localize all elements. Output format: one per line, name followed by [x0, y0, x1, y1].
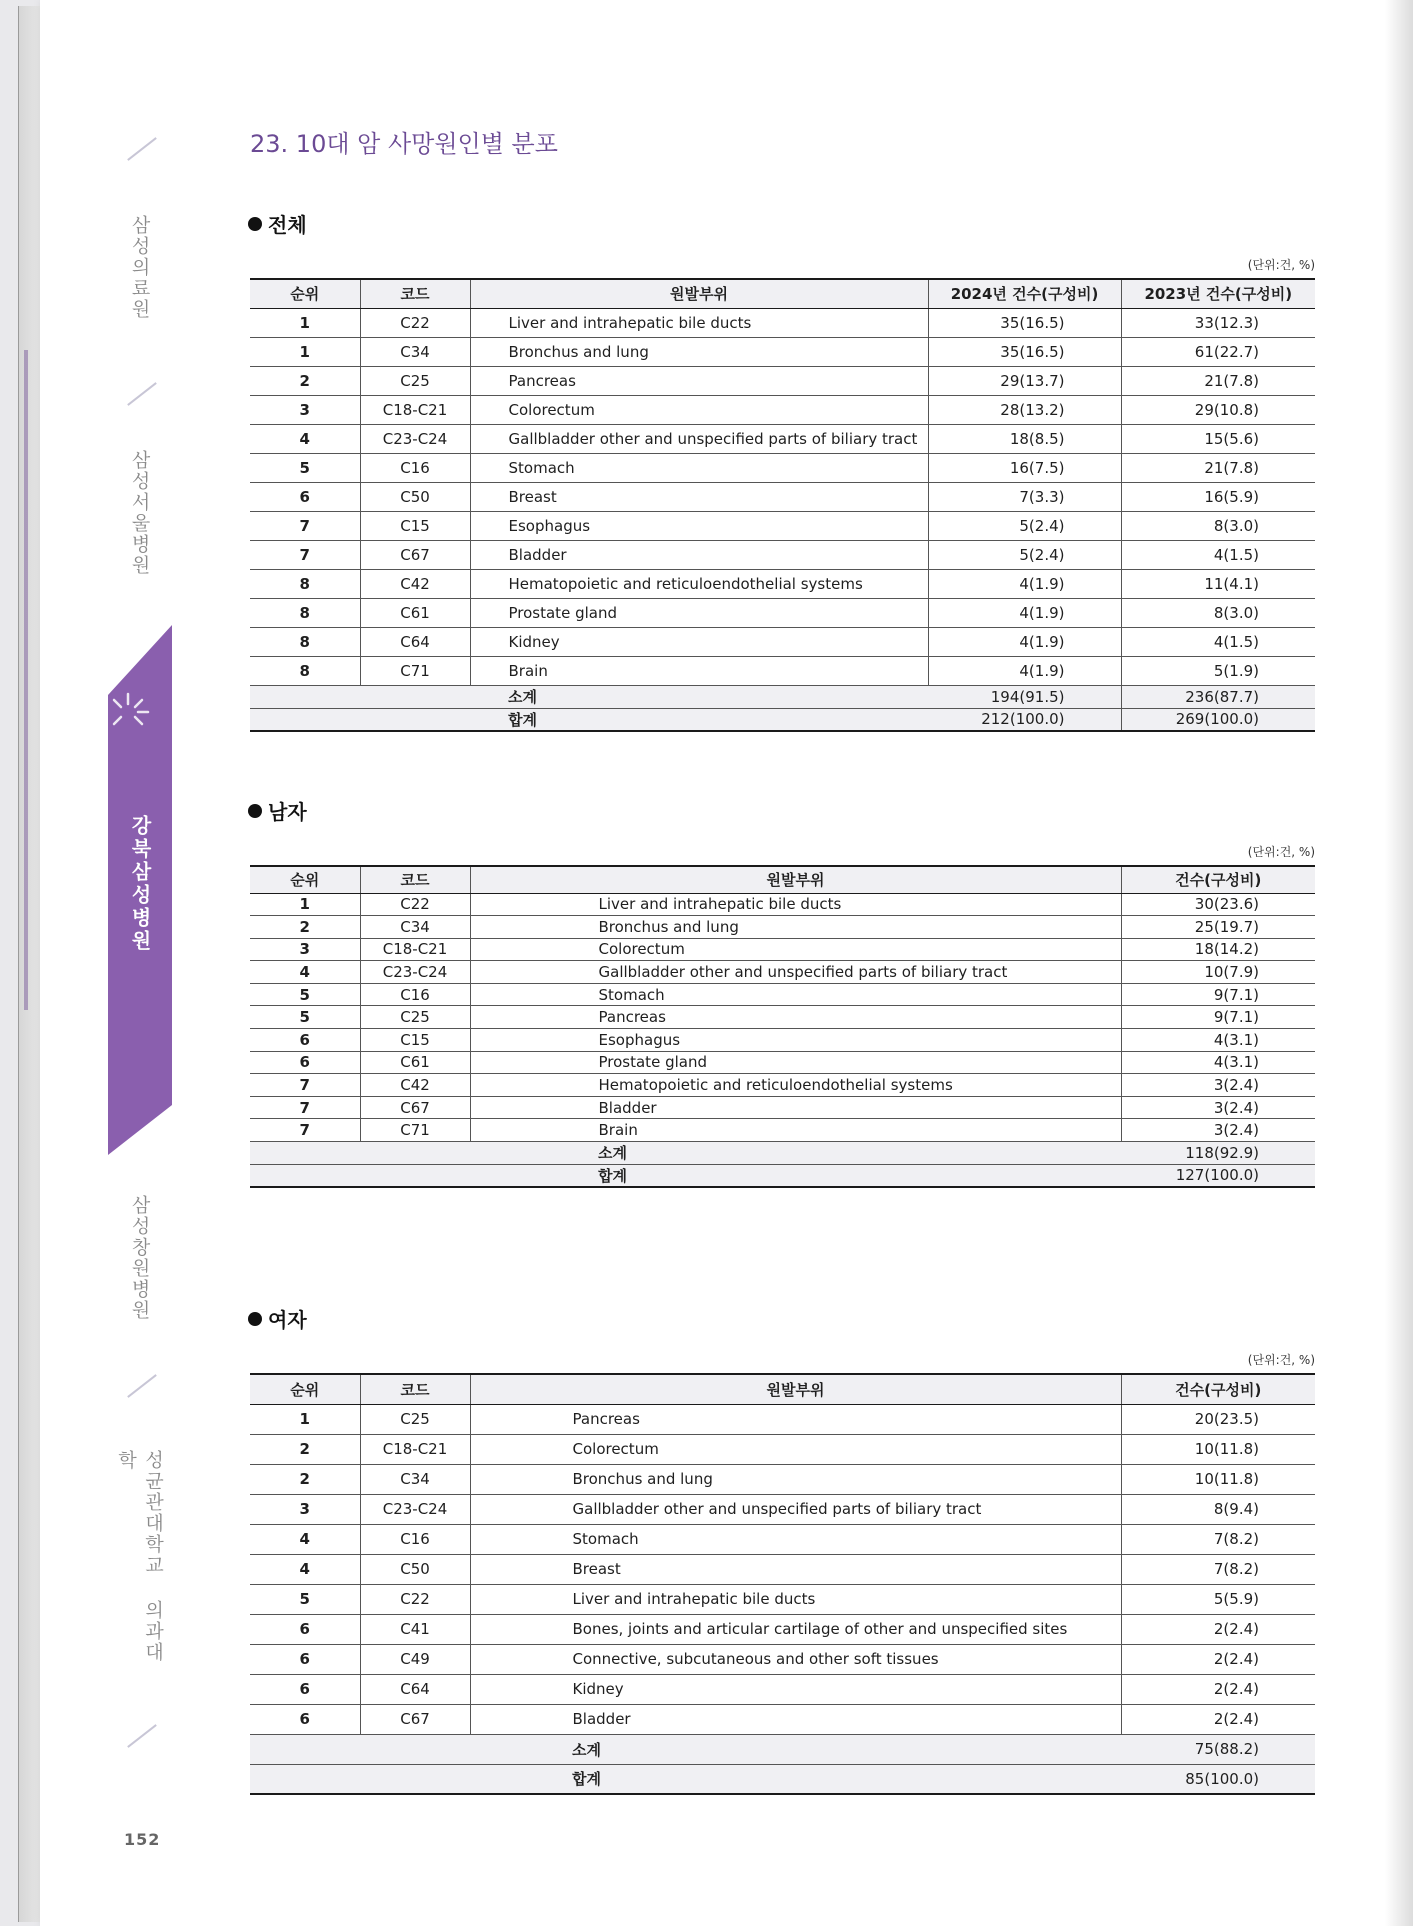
table-row [250, 1006, 1315, 1029]
cell-rank: 8 [250, 656, 360, 685]
cell-code: C64 [360, 627, 470, 656]
cell-2023: 11(4.1) [1121, 569, 1315, 598]
header-site: 원발부위 [470, 866, 1121, 893]
cell-code: C50 [360, 482, 470, 511]
header-site: 원발부위 [470, 279, 928, 308]
cell-rank: 7 [250, 540, 360, 569]
cell-site: Breast [470, 1554, 1121, 1584]
cell-count: 4(3.1) [1121, 1051, 1315, 1074]
unit-label: (단위:건, %) [1247, 845, 1315, 859]
header-rank: 순위 [250, 1374, 360, 1404]
cell-site: Bones, joints and articular cartilage of other and unspecified sites [470, 1614, 1121, 1644]
sidebar-item-2[interactable]: 삼성서울병원 [128, 450, 151, 576]
cell-rank: 4 [250, 1554, 360, 1584]
cell-rank: 6 [250, 1674, 360, 1704]
cell-site: Liver and intrahepatic bile ducts [470, 893, 1121, 916]
cell-count: 18(14.2) [1121, 938, 1315, 961]
cell-count: 9(7.1) [1121, 983, 1315, 1006]
header-2024: 2024년 건수(구성비) [928, 279, 1121, 308]
table-row [250, 366, 1315, 395]
total-2023: 269(100.0) [1121, 708, 1315, 731]
table-row [250, 1494, 1315, 1524]
cell-rank: 6 [250, 1644, 360, 1674]
cell-rank: 3 [250, 938, 360, 961]
subtotal-label: 소계 [470, 685, 928, 708]
cell-2024: 4(1.9) [928, 598, 1121, 627]
cell-count: 7(8.2) [1121, 1554, 1315, 1584]
header-code: 코드 [360, 1374, 470, 1404]
table-row [250, 1464, 1315, 1494]
cell-2023: 15(5.6) [1121, 424, 1315, 453]
table-row [250, 1554, 1315, 1584]
subtotal-2023: 236(87.7) [1121, 685, 1315, 708]
cell-code: C61 [360, 1051, 470, 1074]
total-2024: 212(100.0) [928, 708, 1121, 731]
cell-rank: 7 [250, 1096, 360, 1119]
table-row [250, 1051, 1315, 1074]
sidebar-item-5[interactable]: 성균관대학교 의과대학 [115, 1450, 164, 1663]
cell-2023: 21(7.8) [1121, 366, 1315, 395]
cell-2023: 61(22.7) [1121, 337, 1315, 366]
table-row [250, 1404, 1315, 1434]
subtotal-row [250, 1734, 1315, 1764]
total-row [250, 1164, 1315, 1187]
cell-site: Liver and intrahepatic bile ducts [470, 308, 928, 337]
cell-code: C25 [360, 366, 470, 395]
header-2023: 2023년 건수(구성비) [1121, 279, 1315, 308]
bullet-dot-icon [248, 217, 262, 231]
total-row [250, 1764, 1315, 1794]
cell-site: Brain [470, 1119, 1121, 1142]
cell-2023: 5(1.9) [1121, 656, 1315, 685]
cell-count: 2(2.4) [1121, 1644, 1315, 1674]
bullet-dot-icon [248, 1312, 262, 1326]
cell-rank: 4 [250, 424, 360, 453]
table-total [250, 278, 1315, 732]
table-row [250, 916, 1315, 939]
cell-count: 2(2.4) [1121, 1614, 1315, 1644]
sidebar-item-1[interactable]: 삼성의료원 [128, 215, 151, 320]
cell-code: C49 [360, 1644, 470, 1674]
cell-count: 3(2.4) [1121, 1119, 1315, 1142]
cell-code: C22 [360, 893, 470, 916]
cell-rank: 7 [250, 1119, 360, 1142]
cell-site: Pancreas [470, 1404, 1121, 1434]
table-row [250, 1614, 1315, 1644]
cell-2024: 28(13.2) [928, 395, 1121, 424]
cell-2024: 16(7.5) [928, 453, 1121, 482]
table-row [250, 1704, 1315, 1734]
header-count: 건수(구성비) [1121, 1374, 1315, 1404]
cell-rank: 8 [250, 627, 360, 656]
table-row [250, 1644, 1315, 1674]
cell-code: C23-C24 [360, 961, 470, 984]
cell-code: C67 [360, 540, 470, 569]
cell-code: C71 [360, 1119, 470, 1142]
cell-site: Bronchus and lung [470, 1464, 1121, 1494]
table-row [250, 540, 1315, 569]
cell-2024: 18(8.5) [928, 424, 1121, 453]
table-row [250, 308, 1315, 337]
cell-2024: 4(1.9) [928, 656, 1121, 685]
cell-2024: 4(1.9) [928, 569, 1121, 598]
table-row [250, 1434, 1315, 1464]
cell-site: Gallbladder other and unspecified parts of biliary tract [470, 1494, 1121, 1524]
cell-rank: 1 [250, 337, 360, 366]
cell-rank: 6 [250, 1614, 360, 1644]
cell-count: 7(8.2) [1121, 1524, 1315, 1554]
subtotal-label: 소계 [470, 1734, 1121, 1764]
cell-code: C64 [360, 1674, 470, 1704]
cell-rank: 6 [250, 482, 360, 511]
cell-2023: 33(12.3) [1121, 308, 1315, 337]
book-right-edge [1385, 0, 1413, 1926]
total-label: 합계 [470, 1164, 1121, 1187]
subtotal-row [250, 685, 1315, 708]
cell-site: Liver and intrahepatic bile ducts [470, 1584, 1121, 1614]
section-heading-text: 남자 [268, 800, 307, 824]
table-row [250, 453, 1315, 482]
cell-2024: 5(2.4) [928, 511, 1121, 540]
cell-rank: 1 [250, 1404, 360, 1434]
cell-site: Pancreas [470, 1006, 1121, 1029]
subtotal-value: 118(92.9) [1121, 1142, 1315, 1165]
cell-count: 4(3.1) [1121, 1029, 1315, 1052]
cell-count: 2(2.4) [1121, 1674, 1315, 1704]
cell-2023: 21(7.8) [1121, 453, 1315, 482]
cell-empty [250, 1142, 470, 1165]
cell-count: 2(2.4) [1121, 1704, 1315, 1734]
cell-2024: 7(3.3) [928, 482, 1121, 511]
header-code: 코드 [360, 279, 470, 308]
sidebar-item-4[interactable]: 삼성창원병원 [128, 1195, 151, 1321]
cell-count: 25(19.7) [1121, 916, 1315, 939]
cell-code: C15 [360, 511, 470, 540]
cell-count: 20(23.5) [1121, 1404, 1315, 1434]
cell-site: Bladder [470, 540, 928, 569]
cell-code: C67 [360, 1096, 470, 1119]
unit-label: (단위:건, %) [1247, 258, 1315, 272]
cell-site: Hematopoietic and reticuloendothelial systems [470, 1074, 1121, 1097]
table-row [250, 395, 1315, 424]
header-rank: 순위 [250, 866, 360, 893]
cell-count: 5(5.9) [1121, 1584, 1315, 1614]
cell-code: C18-C21 [360, 938, 470, 961]
cell-code: C34 [360, 1464, 470, 1494]
cell-code: C22 [360, 308, 470, 337]
cell-rank: 6 [250, 1029, 360, 1052]
cell-empty [250, 1164, 470, 1187]
table-row [250, 337, 1315, 366]
cell-code: C61 [360, 598, 470, 627]
cell-site: Stomach [470, 983, 1121, 1006]
table-row [250, 1029, 1315, 1052]
table-row [250, 598, 1315, 627]
table-row [250, 424, 1315, 453]
cell-count: 30(23.6) [1121, 893, 1315, 916]
cell-2024: 5(2.4) [928, 540, 1121, 569]
cell-site: Colorectum [470, 1434, 1121, 1464]
cell-code: C18-C21 [360, 395, 470, 424]
table-row [250, 1584, 1315, 1614]
cell-code: C16 [360, 453, 470, 482]
cell-site: Bladder [470, 1096, 1121, 1119]
cell-code: C25 [360, 1006, 470, 1029]
cell-2023: 29(10.8) [1121, 395, 1315, 424]
page-number: 152 [124, 1830, 161, 1849]
cell-site: Prostate gland [470, 1051, 1121, 1074]
cell-site: Bronchus and lung [470, 916, 1121, 939]
table-row [250, 961, 1315, 984]
cell-site: Kidney [470, 627, 928, 656]
book-spine-accent [24, 350, 28, 1010]
cell-code: C34 [360, 337, 470, 366]
total-value: 85(100.0) [1121, 1764, 1315, 1794]
cell-count: 10(11.8) [1121, 1464, 1315, 1494]
table-row [250, 938, 1315, 961]
cell-site: Prostate gland [470, 598, 928, 627]
cell-count: 3(2.4) [1121, 1074, 1315, 1097]
table-row [250, 656, 1315, 685]
table-row [250, 1119, 1315, 1142]
cell-site: Colorectum [470, 395, 928, 424]
cell-code: C22 [360, 1584, 470, 1614]
cell-rank: 1 [250, 893, 360, 916]
cell-code: C23-C24 [360, 1494, 470, 1524]
cell-rank: 2 [250, 366, 360, 395]
section-heading-text: 여자 [268, 1308, 307, 1332]
unit-label: (단위:건, %) [1247, 1353, 1315, 1367]
table-male [250, 865, 1315, 1188]
cell-rank: 7 [250, 511, 360, 540]
cell-site: Connective, subcutaneous and other soft tissues [470, 1644, 1121, 1674]
cell-rank: 5 [250, 983, 360, 1006]
page-title: 23. 10대 암 사망원인별 분포 [250, 130, 558, 158]
total-row [250, 708, 1315, 731]
cell-site: Esophagus [470, 511, 928, 540]
cell-rank: 7 [250, 1074, 360, 1097]
subtotal-label: 소계 [470, 1142, 1121, 1165]
table-row [250, 1524, 1315, 1554]
table-row [250, 569, 1315, 598]
cell-site: Hematopoietic and reticuloendothelial systems [470, 569, 928, 598]
cell-rank: 4 [250, 961, 360, 984]
cell-code: C50 [360, 1554, 470, 1584]
cell-count: 10(11.8) [1121, 1434, 1315, 1464]
header-site: 원발부위 [470, 1374, 1121, 1404]
cell-rank: 3 [250, 1494, 360, 1524]
cell-count: 10(7.9) [1121, 961, 1315, 984]
cell-code: C34 [360, 916, 470, 939]
cell-rank: 6 [250, 1704, 360, 1734]
table-row [250, 482, 1315, 511]
cell-site: Esophagus [470, 1029, 1121, 1052]
header-count: 건수(구성비) [1121, 866, 1315, 893]
cell-site: Gallbladder other and unspecified parts of biliary tract [470, 424, 928, 453]
cell-rank: 2 [250, 1464, 360, 1494]
table-row [250, 1074, 1315, 1097]
section-heading-male [248, 796, 307, 825]
cell-empty [250, 685, 470, 708]
cell-site: Pancreas [470, 366, 928, 395]
table-row [250, 893, 1315, 916]
bullet-dot-icon [248, 804, 262, 818]
cell-rank: 5 [250, 453, 360, 482]
table-row [250, 1096, 1315, 1119]
cell-site: Colorectum [470, 938, 1121, 961]
cell-rank: 2 [250, 1434, 360, 1464]
cell-2024: 29(13.7) [928, 366, 1121, 395]
cell-code: C23-C24 [360, 424, 470, 453]
cell-code: C16 [360, 1524, 470, 1554]
cell-count: 3(2.4) [1121, 1096, 1315, 1119]
cell-code: C16 [360, 983, 470, 1006]
cell-rank: 8 [250, 569, 360, 598]
table-row [250, 627, 1315, 656]
subtotal-row [250, 1142, 1315, 1165]
cell-code: C41 [360, 1614, 470, 1644]
subtotal-2024: 194(91.5) [928, 685, 1121, 708]
cell-empty [250, 1764, 470, 1794]
cell-site: Brain [470, 656, 928, 685]
sparkle-icon [108, 690, 158, 740]
cell-2023: 4(1.5) [1121, 540, 1315, 569]
table-row [250, 1674, 1315, 1704]
table-row [250, 511, 1315, 540]
cell-count: 8(9.4) [1121, 1494, 1315, 1524]
section-heading-text: 전체 [268, 213, 307, 237]
total-value: 127(100.0) [1121, 1164, 1315, 1187]
cell-2024: 35(16.5) [928, 308, 1121, 337]
cell-rank: 1 [250, 308, 360, 337]
cell-code: C15 [360, 1029, 470, 1052]
cell-site: Gallbladder other and unspecified parts of biliary tract [470, 961, 1121, 984]
cell-2023: 8(3.0) [1121, 511, 1315, 540]
cell-rank: 3 [250, 395, 360, 424]
cell-site: Bronchus and lung [470, 337, 928, 366]
cell-rank: 5 [250, 1584, 360, 1614]
table-row [250, 983, 1315, 1006]
cell-2024: 35(16.5) [928, 337, 1121, 366]
cell-code: C42 [360, 569, 470, 598]
cell-rank: 8 [250, 598, 360, 627]
section-heading-total [248, 209, 307, 238]
subtotal-value: 75(88.2) [1121, 1734, 1315, 1764]
section-heading-female [248, 1304, 307, 1333]
cell-count: 9(7.1) [1121, 1006, 1315, 1029]
cell-site: Breast [470, 482, 928, 511]
table-female [250, 1373, 1315, 1795]
cell-empty [250, 1734, 470, 1764]
cell-2023: 16(5.9) [1121, 482, 1315, 511]
cell-rank: 6 [250, 1051, 360, 1074]
cell-site: Stomach [470, 453, 928, 482]
sidebar-item-3-active[interactable]: 강북삼성병원 [128, 815, 152, 953]
total-label: 합계 [470, 708, 928, 731]
cell-rank: 2 [250, 916, 360, 939]
header-rank: 순위 [250, 279, 360, 308]
cell-rank: 5 [250, 1006, 360, 1029]
cell-code: C18-C21 [360, 1434, 470, 1464]
cell-code: C71 [360, 656, 470, 685]
cell-2023: 4(1.5) [1121, 627, 1315, 656]
cell-2023: 8(3.0) [1121, 598, 1315, 627]
cell-site: Kidney [470, 1674, 1121, 1704]
cell-rank: 4 [250, 1524, 360, 1554]
cell-code: C42 [360, 1074, 470, 1097]
cell-code: C67 [360, 1704, 470, 1734]
cell-2024: 4(1.9) [928, 627, 1121, 656]
total-label: 합계 [470, 1764, 1121, 1794]
cell-site: Stomach [470, 1524, 1121, 1554]
header-code: 코드 [360, 866, 470, 893]
cell-empty [250, 708, 470, 731]
cell-code: C25 [360, 1404, 470, 1434]
cell-site: Bladder [470, 1704, 1121, 1734]
